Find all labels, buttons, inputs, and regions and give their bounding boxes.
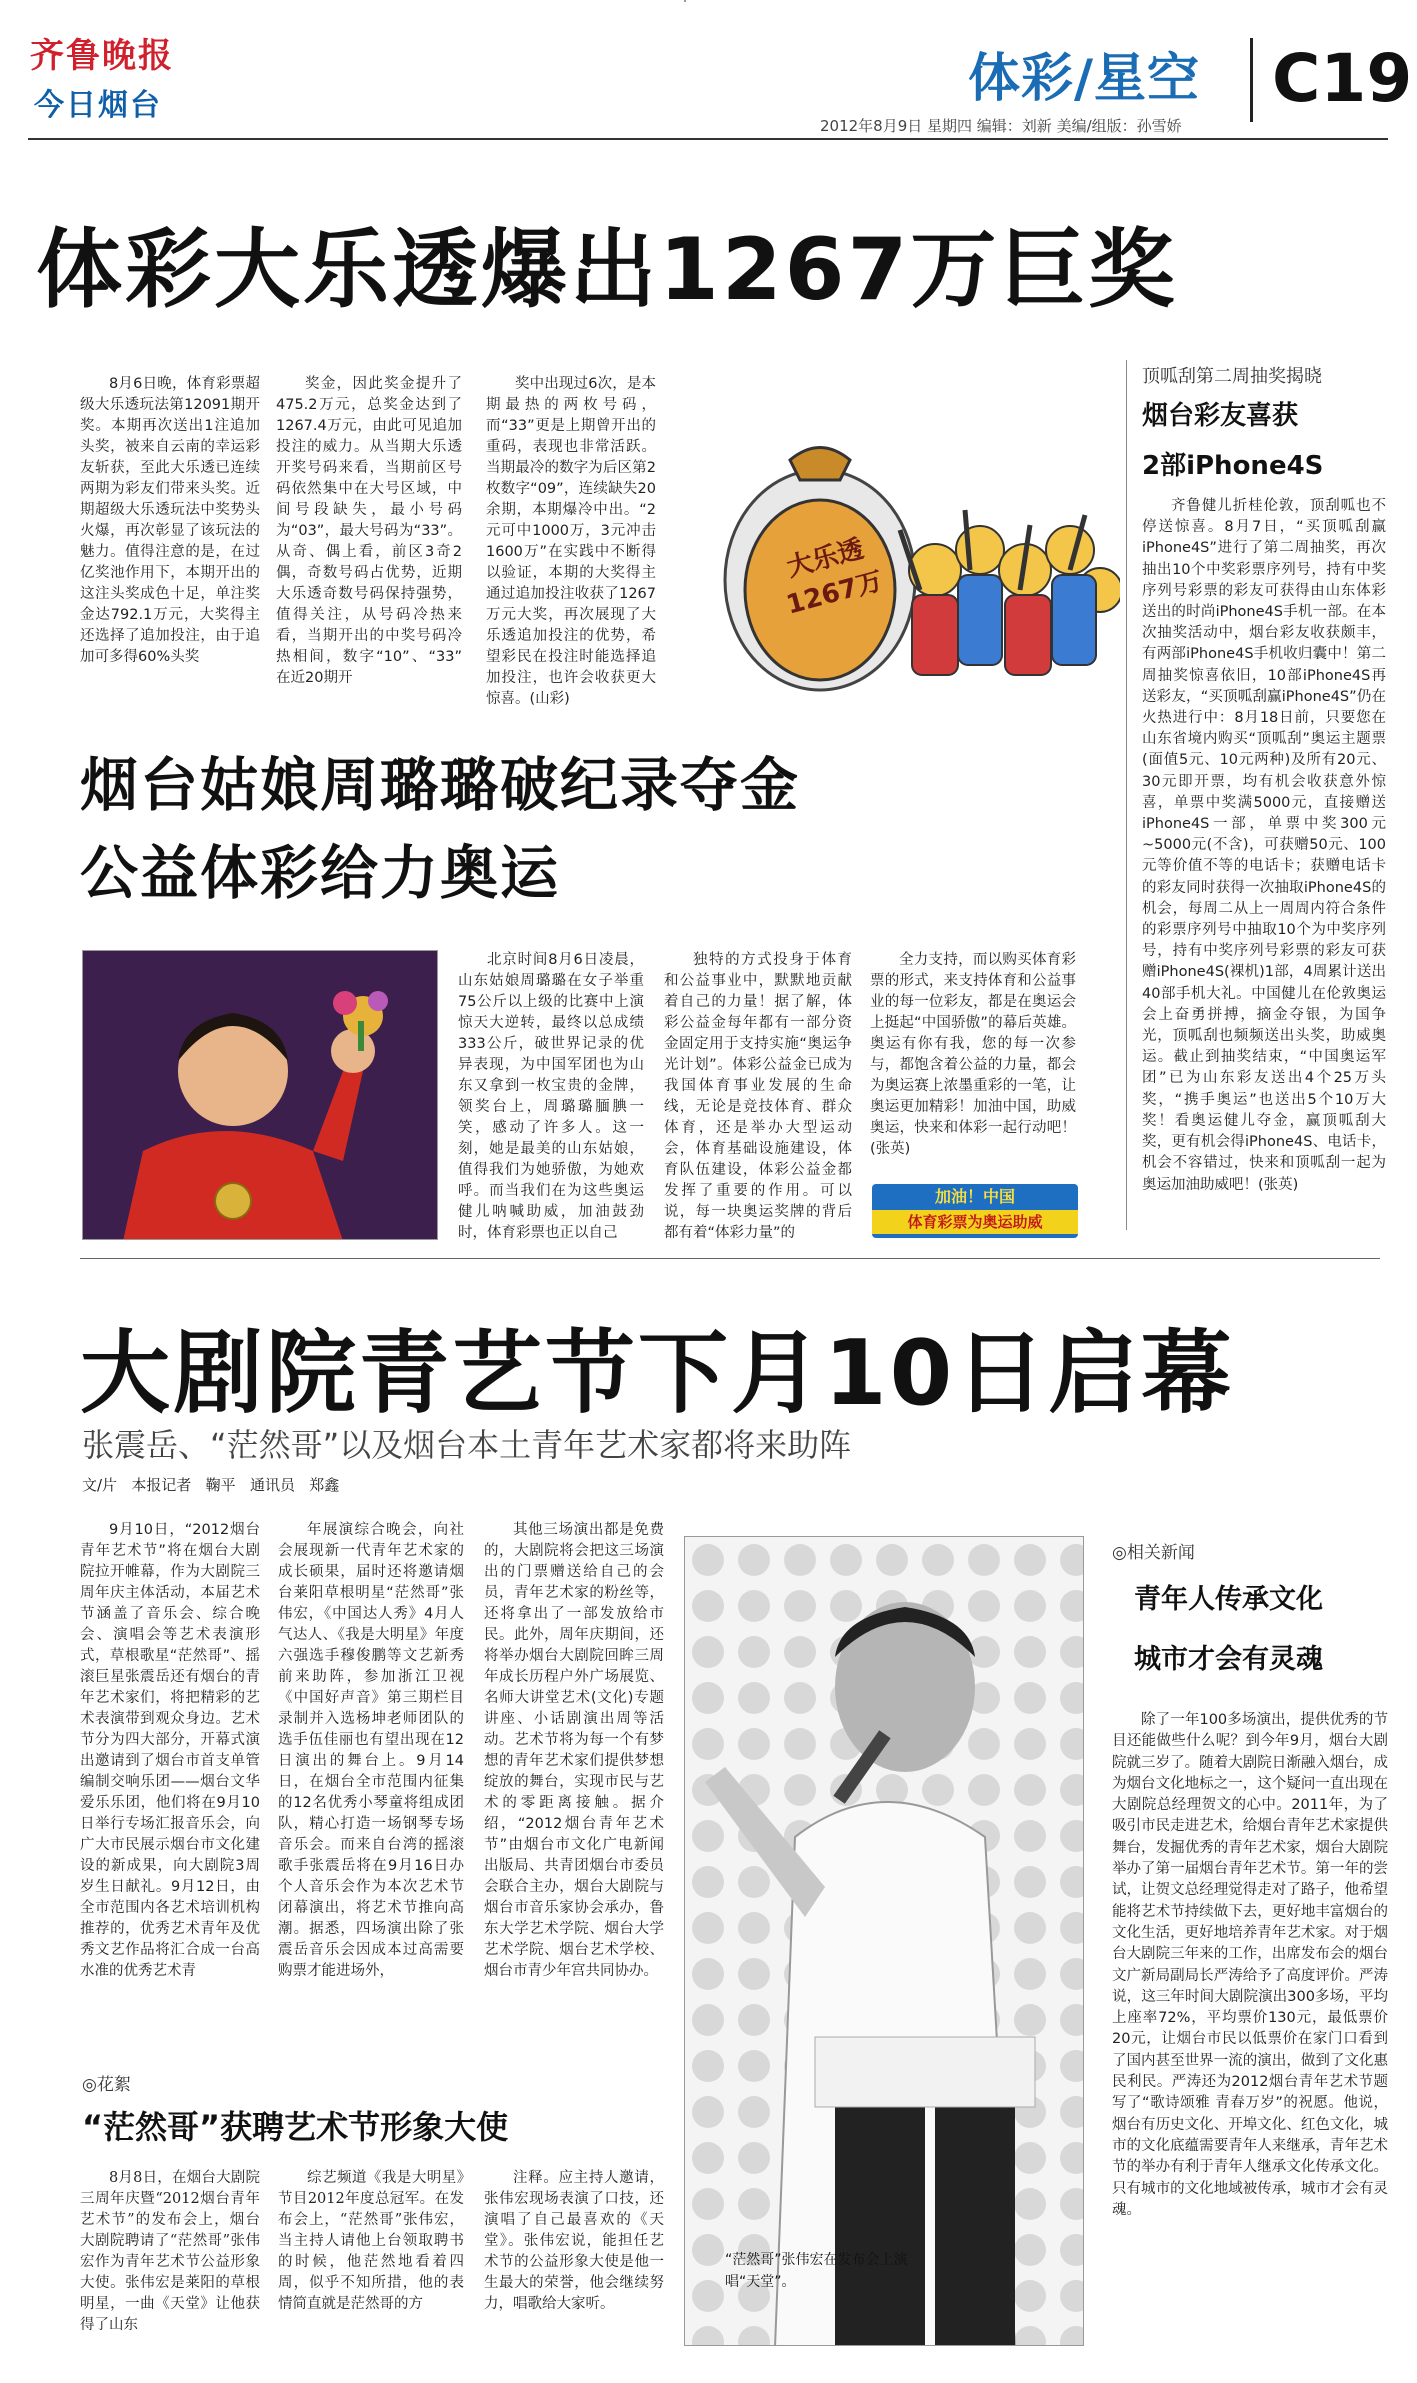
singer-figure [685, 1537, 1084, 2346]
singer-photo [684, 1536, 1084, 2346]
sidebar-title-line2: 2部iPhone4S [1142, 451, 1324, 481]
huaxu-column-3 [484, 2168, 664, 2364]
story2-text-1: 北京时间8月6日凌晨，山东姑娘周璐璐在女子举重75公斤以上级的比赛中上演惊天大逆转，最终以总成绩333公斤，破世界记录的优异表现，为中国军团也为山东又拿到一枚宝贵的金牌，领奖台上，周璐璐腼腆一笑，感动了许多人。这一刻，她是最美的山东姑娘，值得我们为她骄傲，为她欢呼。而当我们在为这些奥运健儿呐喊助威，加油鼓劲时，体育彩票也正以自己 [458, 952, 644, 1240]
story1-text-3: 奖中出现过6次，是本期最热的两枚号码，而“33”更是上期曾开出的重码，表现也非常活跃。当期最冷的数字为后区第2枚数字“09”，连续缺失20余期，本期爆冷中出。“2元可中1000万，3元冲击1600万”在实践中不断得以验证，本期的大奖得主通过追加投注收获了1267万元大奖，再次展现了大乐透追加投注的优势，希望彩民在投注时能选择追加投注，也许会收获更大惊喜。(山彩) [486, 376, 656, 707]
story2-column-3 [870, 950, 1076, 1170]
related-body [1112, 1710, 1388, 2354]
story1-column-3 [486, 374, 656, 710]
huaxu-column-1 [80, 2168, 260, 2364]
edition-label: 今日烟台 [34, 88, 162, 123]
story2-headline-line1: 烟台姑娘周璐璐破纪录夺金 [80, 751, 801, 819]
huaxu-kicker: ◎花絮 [82, 2075, 131, 2095]
section-title: 体彩/星空 [968, 49, 1200, 109]
masthead-divider [1250, 38, 1253, 122]
story2-column-2 [664, 950, 852, 1240]
story3-column-3 [484, 1520, 664, 2060]
sidebar-kicker: 顶呱刮第二周抽奖揭晓 [1142, 366, 1322, 387]
page-number: C19 [1272, 40, 1413, 117]
weightlifter-photo [82, 950, 438, 1240]
banner-bottom-text: 体育彩票为奥运助威 [872, 1210, 1078, 1234]
olympic-banner [872, 1184, 1078, 1238]
sidebar-text: 齐鲁健儿折桂伦敦，顶刮呱也不停送惊喜。8月7日，“买顶呱刮赢iPhone4S”进行了第二周抽奖，再次抽出10个中奖彩票序列号，持有中奖序列号彩票的彩友可获得由山东体彩送出的时尚iPhone4S手机一部。在本次抽奖活动中，烟台彩友收获颇丰，有两部iPhone4S手机收归囊中！第二周抽奖惊喜依旧，10部iPhone4S再送彩友，“买顶呱刮赢iPhone4S”仍在火热进行中：8月18日前，只要您在山东省境内购买“顶呱刮”奥运主题票(面值5元、10元两种)及所有20元、30元即开票，均有机会收获意外惊喜，单票中奖满5000元，直接赠送iPhone4S一部，单票中奖300元~5000元(不含)，可获赠50元、100元等价值不等的电话卡；获赠电话卡的彩友同时获得一次抽取iPhone4S的机会，每周二从上一周周内符合条件的彩票序列号中抽取10个为中奖序列号，持有中奖序列号彩票的彩友可获赠iPhone4S(裸机)1部，4周累计送出40部手机大礼。中国健儿在伦敦奥运会上奋勇拼搏，摘金夺银，为国争光，顶呱刮也频频送出头奖，助威奥运。截止到抽奖结束，“中国奥运军团”已为山东彩友送出4个25万头奖，“携手奥运”也送出5个10万大奖！看奥运健儿夺金，赢顶呱刮大奖，更有机会得iPhone4S、电话卡，机会不容错过，快来和顶呱刮一起为奥运加油助威吧！(张英) [1142, 498, 1386, 1193]
huaxu-column-2 [278, 2168, 464, 2364]
story1-headline: 体彩大乐透爆出1267万巨奖 [36, 220, 1178, 320]
story1-text-1: 8月6日晚，体育彩票超级大乐透玩法第12091期开奖。本期再次送出1注追加头奖，被来自云南的幸运彩友斩获，至此大乐透已连续两期为彩友们带来头奖。近期超级大乐透玩法中奖势头火爆，再次彰显了该玩法的魅力。值得注意的是，在过亿奖池作用下，本期开出的这注头奖成色十足，单注奖金达792.1万元，大奖得主还选择了追加投注，由于追加可多得60%头奖 [80, 376, 260, 665]
lottery-art-label: 大乐透 1267万 [783, 534, 887, 621]
related-text: 除了一年100多场演出，提供优秀的节目还能做些什么呢？到今年9月，烟台大剧院就三岁了。随着大剧院日渐融入烟台，成为烟台文化地标之一，这个疑问一直出现在大剧院总经理贺文的心中。2011年，为了吸引市民走进艺术，给烟台青年艺术家提供舞台，发掘优秀的青年艺术家，烟台大剧院举办了第一届烟台青年艺术节。第一年的尝试，让贺文总经理觉得走对了路子，他希望能将艺术节持续做下去，更好地丰富烟台的文化生活，更好地培养青年艺术家。对于烟台大剧院三年来的工作，出席发布会的烟台文广新局副局长严涛给予了高度评价。严涛说，这三年时间大剧院演出300多场，平均上座率72%，平均票价130元，最低票价20元，让烟台市民以低票价在家门口看到了国内甚至世界一流的演出，做到了文化惠民利民。严涛还为2012烟台青年艺术节题写了“歌诗颂雅 青春万岁”的祝愿。他说，烟台有历史文化、开埠文化、红色文化，城市的文化底蕴需要青年人来继承，青年艺术节的举办有利于青年人继承文化传承文化。只有城市的文化地域被传承，城市才会有灵魂。 [1112, 1712, 1388, 2218]
lottery-illustration [680, 420, 1120, 710]
related-kicker: ◎相关新闻 [1112, 1543, 1195, 1563]
story3-text-3: 其他三场演出都是免费的，大剧院将会把这三场演出的门票赠送给自己的会员，青年艺术家的粉丝等，还将拿出了一部发放给市民。此外，周年庆期间，还将举办烟台大剧院回眸三周年成长历程户外广场展览、名师大讲堂艺术(文化)专题讲座、小话剧演出周等活动。艺术节将为每一个有梦想的青年艺术家们提供梦想绽放的舞台，实现市民与艺术的零距离接触。据介绍，“2012烟台青年艺术节”由烟台市文化广电新闻出版局、共青团烟台市委员会联合主办，烟台大剧院与烟台市音乐家协会承办，鲁东大学艺术学院、烟台大学艺术学院、烟台艺术学校、烟台市青少年宫共同协办。 [484, 1522, 664, 1979]
sidebar-divider [1126, 360, 1127, 1230]
masthead-rule [28, 138, 1388, 140]
story3-column-2 [278, 1520, 464, 2060]
story3-byline: 文/片 本报记者 鞠平 通讯员 郑鑫 [82, 1476, 340, 1494]
newspaper-logo: 齐鲁晚报 [30, 36, 174, 76]
huaxu-headline: “茫然哥”获聘艺术节形象大使 [82, 2108, 509, 2146]
related-title-line1: 青年人传承文化 [1134, 1584, 1323, 1615]
huaxu-text-3: 注释。应主持人邀请，张伟宏现场表演了口技，还演唱了自己最喜欢的《天堂》。张伟宏说，能担任艺术节的公益形象大使是他一生最大的荣誉，他会继续努力，唱歌给大家听。 [484, 2170, 664, 2312]
huaxu-text-1: 8月8日，在烟台大剧院三周年庆暨“2012烟台青年艺术节”的发布会上，烟台大剧院聘请了“茫然哥”张伟宏作为青年艺术节公益形象大使。张伟宏是莱阳的草根明星，一曲《天堂》让他获得了山东 [80, 2170, 260, 2333]
story1-text-2: 奖金，因此奖金提升了475.2万元，总奖金达到了1267.4万元，由此可见追加投注的威力。从当期大乐透开奖号码来看，当期前区号码依然集中在大号区域，中间号段缺失，最小号码为“03”，最大号码为“33”。从奇、偶上看，前区3奇2偶，奇数号码占优势，近期大乐透奇数号码保持强势，值得关注，从号码冷热来看，当期开出的中奖号码冷热相间，数字“10”、“33” 在近20期开 [276, 376, 462, 686]
story3-subhead: 张震岳、“茫然哥”以及烟台本土青年艺术家都将来助阵 [82, 1426, 852, 1464]
dateline: 2012年8月9日 星期四 编辑：刘新 美编/组版：孙雪娇 [820, 117, 1182, 135]
story3-headline: 大剧院青艺节下月10日启幕 [80, 1321, 1235, 1426]
story2-headline-line2: 公益体彩给力奥运 [80, 839, 561, 907]
section-rule [80, 1258, 1380, 1259]
sidebar-body [1142, 496, 1386, 1238]
story3-text-1: 9月10日，“2012烟台青年艺术节”将在烟台大剧院拉开帷幕，作为大剧院三周年庆主体活动，本届艺术节涵盖了音乐会、综合晚会、演唱会等艺术表演形式，草根歌星“茫然哥”、摇滚巨星张震岳还有烟台的青年艺术家们，将把精彩的艺术表演带到观众身边。艺术节分为四大部分，开幕式演出邀请到了烟台市首支单管编制交响乐团——烟台文华爱乐乐团，他们将在9月10日举行专场汇报音乐会，向广大市民展示烟台市文化建设的新成果，向大剧院3周岁生日献礼。9月12日，由全市范围内各艺术培训机构推荐的，优秀艺术青年及优秀文艺作品将汇合成一台高水准的优秀艺术青 [80, 1522, 260, 1979]
lottery-cartoon-art [680, 420, 1120, 710]
weightlifter-figure [83, 951, 438, 1240]
banner-top-text: 加油！中国 [934, 1187, 1015, 1206]
story3-text-2: 年展演综合晚会，向社会展现新一代青年艺术家的成长硕果，届时还将邀请烟台莱阳草根明星“茫然哥”张伟宏，《中国达人秀》4月人气达人、《我是大明星》年度六强选手穆俊鹏等文艺新秀前来助阵，参加浙江卫视《中国好声音》第三期栏目录制并入选杨坤老师团队的选手伍佳丽也有望出现在12日演出的舞台上。9月14日，在烟台全市范围内征集的12名优秀小琴童将组成团队，精心打造一场钢琴专场音乐会。而来自台湾的摇滚歌手张震岳将在9月16日办个人音乐会作为本次艺术节闭幕演出，将艺术节推向高潮。据悉，四场演出除了张震岳音乐会因成本过高需要购票才能进场外， [278, 1522, 464, 1979]
singer-photo-caption: “茫然哥”张伟宏在发布会上演唱“天堂”。 [725, 2252, 908, 2290]
story2-text-3: 全力支持，而以购买体育彩票的形式，来支持体育和公益事业的每一位彩友，都是在奥运会上挺起“中国骄傲”的幕后英雄。奥运有你有我，您的每一次参与，都饱含着公益的力量，都会为奥运赛上浓墨重彩的一笔，让奥运更加精彩！加油中国，助威奥运，快来和体彩一起行动吧！(张英) [870, 952, 1076, 1157]
sidebar-title-line1: 烟台彩友喜获 [1142, 401, 1299, 431]
related-title-line2: 城市才会有灵魂 [1134, 1644, 1323, 1675]
story1-column-2 [276, 374, 462, 710]
singer-photo-frame [684, 0, 686, 2]
huaxu-text-2: 综艺频道《我是大明星》节目2012年度总冠军。在发布会上，“茫然哥”张伟宏，当主持人请他上台领取聘书的时候，他茫然地看着四周，似乎不知所措，他的表情简直就是茫然哥的方 [278, 2170, 464, 2312]
story1-column-1 [80, 374, 260, 710]
story2-text-2: 独特的方式投身于体育和公益事业中，默默地贡献着自己的力量！据了解，体彩公益金每年都有一部分资金固定用于支持实施“奥运争光计划”。体彩公益金已成为我国体育事业发展的生命线，无论是竞技体育、群众体育，还是举办大型运动会，体育基础设施建设，体育队伍建设，体彩公益金都发挥了重要的作用。可以说，每一块奥运奖牌的背后都有着“体彩力量”的 [664, 952, 852, 1240]
story2-column-1 [458, 950, 644, 1240]
story3-column-1 [80, 1520, 260, 2060]
